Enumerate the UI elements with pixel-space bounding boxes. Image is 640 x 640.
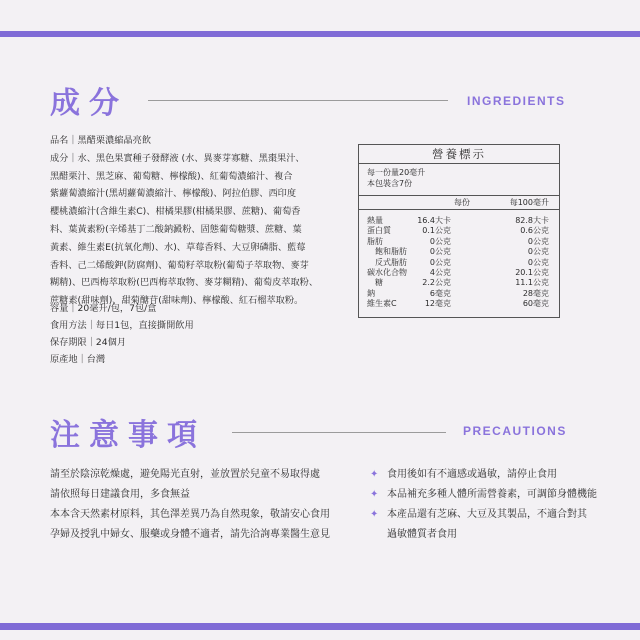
nutrient-name: 脂肪 xyxy=(367,236,383,246)
nutrient-per-100ml: 0公克 xyxy=(527,236,549,246)
ingredients-line: 糊精)、巴西梅萃取粉(巴西梅萃取物、麥芽糊精)、葡萄皮萃取粉、 xyxy=(50,277,319,289)
col-per-100ml: 每100毫升 xyxy=(509,198,549,207)
nutrient-name: 碳水化合物 xyxy=(367,267,407,277)
ingredients-line: 料、葉黃素粉(辛烯基丁二酸鈉澱粉、固態葡萄糖漿、蔗糖、葉 xyxy=(50,223,302,235)
precautions-storage-notes xyxy=(50,465,370,545)
nutrient-per-100ml: 60毫克 xyxy=(522,299,549,309)
nutrient-per-serving: 0公克 xyxy=(429,257,451,267)
ingredients-line: 櫻桃濃縮汁(含維生素C)、柑橘果膠(柑橘果膠、蔗糖)、葡萄香 xyxy=(50,206,301,218)
nutrition-row xyxy=(359,216,559,226)
nutrition-row xyxy=(359,258,559,268)
precautions-list xyxy=(370,465,632,545)
nutrient-per-100ml: 0.6公克 xyxy=(520,226,549,236)
nutrition-row xyxy=(359,237,559,247)
ingredients-list xyxy=(50,132,330,310)
nutrient-per-serving: 16.4大卡 xyxy=(417,216,451,225)
nutrient-per-serving: 0.1公克 xyxy=(422,226,451,236)
sparkle-bullet-icon: ✦ xyxy=(370,489,379,500)
nutrition-row xyxy=(359,268,559,278)
precautions-title-en: PRECAUTIONS xyxy=(463,424,567,438)
ingredients-line: 黃素、維生素E(抗氧化劑)、水)、草莓香料、大豆卵磷脂、藍莓 xyxy=(50,241,306,253)
precaution-line: 孕婦及授乳中婦女、服藥或身體不適者，請先洽詢專業醫生意見 xyxy=(50,529,330,540)
nutrient-per-100ml: 0公克 xyxy=(527,257,549,267)
nutrient-name: 熱量 xyxy=(367,216,383,225)
bottom-accent-bar xyxy=(0,623,640,630)
precautions-divider xyxy=(232,432,446,433)
nutrient-name: 維生素C xyxy=(367,299,397,309)
precaution-item xyxy=(370,505,632,525)
ingredients-line: 黑醋栗汁、黑芝麻、葡萄糖、檸檬酸)、紅葡萄濃縮汁、複合 xyxy=(50,170,293,182)
nutrition-row xyxy=(359,289,559,299)
serving-size: 每一份量20毫升 xyxy=(367,168,426,177)
precaution-item xyxy=(370,465,632,485)
ingredients-title-en: INGREDIENTS xyxy=(467,94,566,108)
nutrient-per-serving: 6毫克 xyxy=(429,288,451,298)
nutrient-per-serving: 4公克 xyxy=(429,267,451,277)
nutrient-name: 飽和脂肪 xyxy=(375,247,407,257)
nutrient-name: 蛋白質 xyxy=(367,226,391,236)
ingredients-divider xyxy=(148,100,448,101)
ingredients-title: 成分 xyxy=(50,86,128,121)
nutrition-row xyxy=(359,299,559,309)
ingredients-line: 香料、己二烯酸鉀(防腐劑)、葡萄籽萃取粉(葡萄子萃取物、麥芽 xyxy=(50,259,309,271)
nutrient-per-100ml: 0公克 xyxy=(527,247,549,257)
sparkle-bullet-icon: ✦ xyxy=(370,509,379,520)
precaution-item-text: 本產品還有芝麻、大豆及其製品，不適合對其 xyxy=(387,509,587,520)
servings-per-pack: 本包裝含7份 xyxy=(367,178,413,188)
ingredients-line: 蔗糖素(甜味劑)、甜菊醣苷(甜味劑)、檸檬酸、紅石榴萃取粉。 xyxy=(50,295,304,307)
nutrition-row xyxy=(359,226,559,236)
precaution-line: 請至於陰涼乾燥處，避免陽光直射，並放置於兒童不易取得處 xyxy=(50,469,320,480)
nutrient-per-100ml: 20.1公克 xyxy=(515,267,549,277)
nutrition-row xyxy=(359,278,559,288)
col-per-serving: 每份 xyxy=(454,198,470,207)
precaution-item-text: 食用後如有不適感或過敏，請停止食用 xyxy=(387,469,557,480)
precaution-item xyxy=(370,485,632,505)
nutrient-per-100ml: 82.8大卡 xyxy=(515,216,549,225)
top-accent-bar xyxy=(0,31,640,37)
product-name-line: 品名｜黑醋栗濃縮晶亮飲 xyxy=(50,135,152,146)
nutrition-title: 營養標示 xyxy=(359,145,559,164)
precaution-line: 請依照每日建議食用，多食無益 xyxy=(50,489,190,500)
capacity-line: 容量｜20毫升/包，7包/盒 xyxy=(50,303,157,314)
sparkle-bullet-icon: ✦ xyxy=(370,469,379,480)
ingredients-line: 成分｜水、黑色果實種子發酵液 (水、異麥芽寡糖、黑棗果汁、 xyxy=(50,152,305,164)
precaution-item-text: 本品補充多種人體所需營養素，可調節身體機能 xyxy=(387,489,597,500)
precaution-item-continuation: 過敏體質者食用 xyxy=(387,529,457,540)
nutrient-name: 糖 xyxy=(375,278,383,288)
nutrition-facts-table xyxy=(358,144,560,318)
nutrient-per-100ml: 28毫克 xyxy=(522,288,549,298)
nutrient-per-serving: 0公克 xyxy=(429,247,451,257)
usage-line: 食用方法｜每日1包，直接撕開飲用 xyxy=(50,320,194,331)
origin-line: 原產地｜台灣 xyxy=(50,354,106,365)
nutrition-row xyxy=(359,247,559,257)
nutrient-per-serving: 2.2公克 xyxy=(422,278,451,288)
nutrient-name: 反式脂肪 xyxy=(375,257,407,267)
ingredients-line: 紫蘿蔔濃縮汁(黑胡蘿蔔濃縮汁、檸檬酸)、阿拉伯膠、西印度 xyxy=(50,188,297,200)
precautions-title: 注意事項 xyxy=(50,418,206,453)
shelf-life-line: 保存期限｜24個月 xyxy=(50,337,127,348)
nutrient-name: 鈉 xyxy=(367,288,375,298)
nutrition-header-row xyxy=(359,195,559,210)
nutrient-per-serving: 0公克 xyxy=(429,236,451,246)
nutrient-per-100ml: 11.1公克 xyxy=(515,278,549,288)
nutrient-per-serving: 12毫克 xyxy=(424,299,451,309)
precaution-line: 本本含天然素材原料，其色澤差異乃為自然現象，敬請安心食用 xyxy=(50,509,330,520)
